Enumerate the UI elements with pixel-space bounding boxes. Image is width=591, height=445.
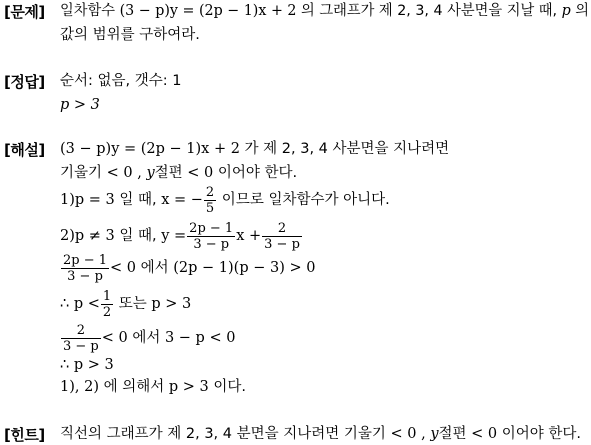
case-label: 1) bbox=[60, 192, 75, 208]
fraction-numerator: 2 bbox=[262, 221, 302, 237]
solution-math: x = − bbox=[161, 192, 203, 208]
solution-text: 절편 bbox=[154, 165, 188, 181]
hint-math: < 0 bbox=[390, 426, 417, 442]
fraction-denominator: 3 − p bbox=[264, 236, 300, 252]
solution-text: 이므로 일차함수가 아니다. bbox=[217, 192, 390, 208]
fraction-numerator: 2 bbox=[61, 323, 101, 339]
fraction bbox=[187, 221, 235, 252]
solution-line-4 bbox=[60, 218, 303, 254]
solution-math: < 0 bbox=[101, 330, 128, 346]
fraction-numerator: 1 bbox=[102, 288, 112, 304]
fraction bbox=[262, 221, 302, 252]
solution-text: , bbox=[132, 165, 147, 181]
fraction-denominator: 3 − p bbox=[63, 338, 99, 354]
fraction-denominator: 3 − p bbox=[67, 268, 103, 284]
fraction-numerator: 2p − 1 bbox=[63, 252, 108, 268]
fraction bbox=[204, 185, 216, 216]
fraction-denominator: 2 bbox=[102, 304, 112, 320]
answer-tag: [정답] bbox=[4, 73, 45, 91]
solution-text: 에 의해서 bbox=[98, 379, 169, 395]
problem-equation: (3 − p)y = (2p − 1)x + 2 bbox=[119, 3, 297, 19]
solution-text: 일 때, bbox=[114, 228, 162, 244]
solution-line-6 bbox=[60, 286, 191, 322]
solution-text: 에서 bbox=[136, 260, 174, 276]
case-label: 1), 2) bbox=[60, 379, 99, 395]
solution-math: (2p − 1)(p − 3) > 0 bbox=[173, 260, 316, 276]
hint-text: , bbox=[416, 426, 431, 442]
solution-math: p > 3 bbox=[168, 379, 209, 395]
solution-text: 기울기 bbox=[60, 165, 107, 181]
solution-line-1 bbox=[60, 140, 449, 158]
fraction bbox=[101, 289, 113, 320]
problem-tag: [문제] bbox=[4, 3, 45, 21]
hint-text: 직선의 그래프가 제 2, 3, 4 분면을 지나려면 기울기 bbox=[60, 426, 391, 442]
solution-line-7 bbox=[60, 320, 235, 356]
hint-tag: [힌트] bbox=[4, 426, 45, 444]
solution-math: < 0 bbox=[106, 165, 133, 181]
fraction bbox=[61, 253, 109, 284]
fraction bbox=[61, 323, 101, 354]
problem-text: 의 bbox=[570, 3, 590, 19]
solution-text: 이어야 한다. bbox=[213, 165, 298, 181]
problem-line-2: 값의 범위를 구하여라. bbox=[60, 27, 200, 43]
solution-line-3 bbox=[60, 182, 390, 218]
solution-line-5 bbox=[60, 250, 315, 286]
solution-text: 이다. bbox=[208, 379, 246, 395]
solution-math: p ≠ 3 bbox=[74, 228, 115, 244]
solution-text: 일 때, bbox=[114, 192, 162, 208]
hint-text: 절편 bbox=[438, 426, 472, 442]
problem-text: 일차함수 bbox=[60, 3, 120, 19]
solution-equation: (3 − p)y = (2p − 1)x + 2 bbox=[60, 141, 240, 157]
fraction-denominator: 5 bbox=[205, 200, 215, 216]
fraction-denominator: 3 − p bbox=[193, 236, 230, 252]
hint-line bbox=[60, 425, 581, 443]
answer-line-2 bbox=[60, 96, 100, 114]
solution-variable: y bbox=[146, 165, 155, 181]
solution-text: 또는 bbox=[114, 296, 152, 312]
solution-math: < 0 bbox=[187, 165, 214, 181]
problem-text: 의 그래프가 제 2, 3, 4 사분면을 지날 때, bbox=[296, 3, 562, 19]
solution-text: 에서 bbox=[127, 330, 165, 346]
problem-line-1 bbox=[60, 2, 589, 20]
solution-line-8: ∴ p > 3 bbox=[60, 357, 114, 373]
solution-text: 가 제 2, 3, 4 사분면을 지나려면 bbox=[239, 141, 450, 157]
solution-line-9 bbox=[60, 378, 246, 396]
solution-line-2 bbox=[60, 164, 297, 182]
solution-math: p = 3 bbox=[74, 192, 115, 208]
solution-math: 3 − p < 0 bbox=[164, 330, 236, 346]
solution-tag: [해설] bbox=[4, 141, 45, 159]
solution-math: y = bbox=[161, 228, 187, 244]
case-label: 2) bbox=[60, 228, 75, 244]
solution-math: ∴ p < bbox=[60, 296, 100, 312]
solution-math: x + bbox=[236, 228, 262, 244]
fraction-numerator: 2 bbox=[205, 184, 215, 200]
answer-line-1: 순서: 없음, 갯수: 1 bbox=[60, 73, 182, 89]
solution-math: < 0 bbox=[110, 260, 137, 276]
hint-text: 이어야 한다. bbox=[497, 426, 582, 442]
problem-variable: p bbox=[561, 3, 571, 19]
fraction-numerator: 2p − 1 bbox=[189, 220, 234, 236]
hint-variable: y bbox=[430, 426, 439, 442]
hint-math: < 0 bbox=[471, 426, 498, 442]
answer-value: p > 3 bbox=[60, 97, 100, 113]
solution-math: p > 3 bbox=[151, 296, 192, 312]
